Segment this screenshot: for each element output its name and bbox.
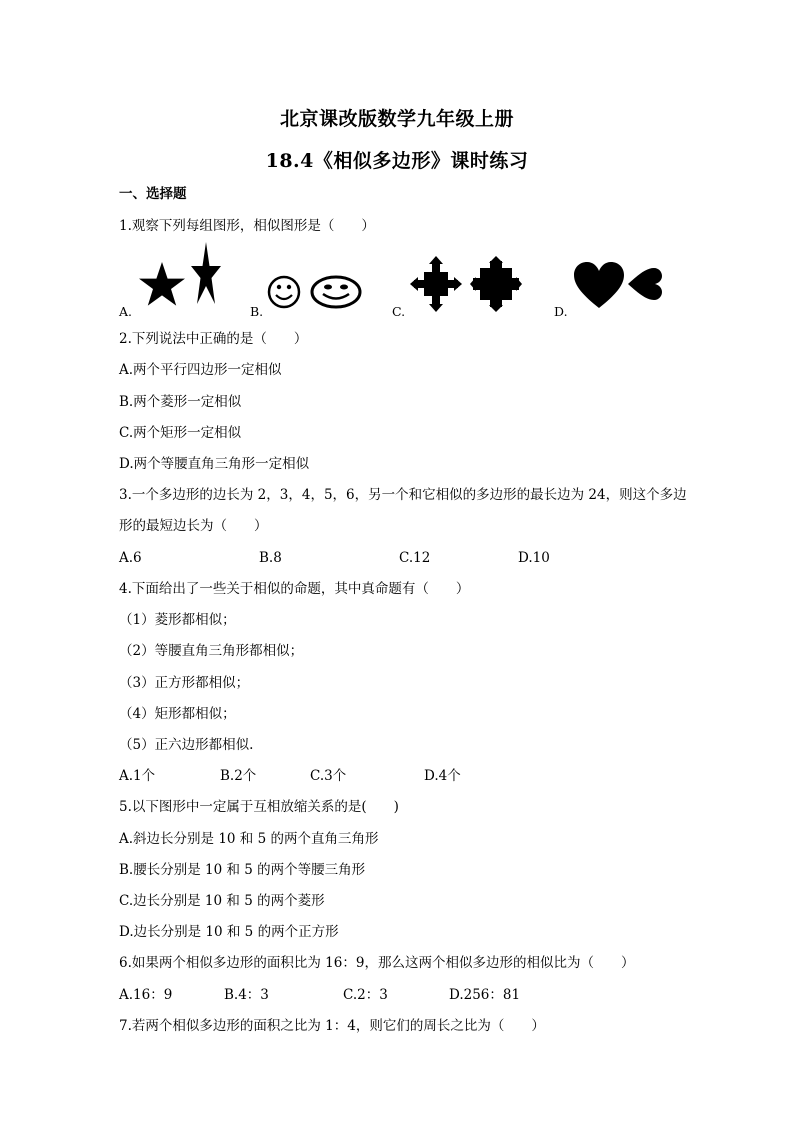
q4-statement-5: （5）正六边形都相似.: [119, 737, 254, 753]
smileys-figure: [266, 272, 366, 312]
q3-option-b: B.8: [259, 550, 282, 566]
q5-option-d: D.边长分别是 10 和 5 的两个正方形: [119, 924, 339, 940]
q1-option-b-label: B.: [250, 304, 264, 319]
q2-option-a: A.两个平行四边形一定相似: [119, 362, 282, 378]
q3-option-d: D.10: [518, 550, 550, 566]
question-3-line-2: 形的最短边长为（ ）: [119, 518, 268, 534]
q5-option-a: A.斜边长分别是 10 和 5 的两个直角三角形: [119, 831, 379, 847]
wide-smiley-icon: [312, 277, 360, 307]
q1-option-c-label: C.: [392, 304, 406, 319]
q4-option-a: A.1个: [119, 768, 156, 784]
section-heading: 一、选择题: [119, 186, 187, 202]
q6-option-c: C.2：3: [343, 987, 388, 1003]
q6-option-b: B.4：3: [224, 987, 269, 1003]
q5-option-b: B.腰长分别是 10 和 5 的两个等腰三角形: [119, 862, 366, 878]
sideways-heart-icon: [628, 268, 662, 300]
hearts-figure: [574, 262, 664, 310]
q2-option-d: D.两个等腰直角三角形一定相似: [119, 456, 310, 472]
document-title: 北京课改版数学九年级上册: [279, 108, 514, 130]
q4-statement-4: （4）矩形都相似；: [119, 706, 236, 722]
question-6: 6.如果两个相似多边形的面积比为 16：9，那么这两个相似多边形的相似比为（ ）: [119, 955, 635, 971]
question-5: 5.以下图形中一定属于互相放缩关系的是( ): [119, 799, 399, 815]
heart-icon: [574, 262, 624, 308]
q1-option-a-label: A.: [119, 304, 133, 319]
q6-option-a: A.16：9: [119, 987, 173, 1003]
q5-option-c: C.边长分别是 10 和 5 的两个菱形: [119, 893, 325, 909]
q3-option-a: A.6: [119, 550, 142, 566]
tall-star-icon: [191, 242, 221, 304]
q4-statement-2: （2）等腰直角三角形都相似；: [119, 643, 304, 659]
question-2: 2.下列说法中正确的是（ ）: [119, 331, 308, 347]
document-subtitle: 18.4《相似多边形》课时练习: [265, 150, 529, 172]
question-7: 7.若两个相似多边形的面积之比为 1：4，则它们的周长之比为（ ）: [119, 1018, 545, 1034]
q3-option-c: C.12: [399, 550, 431, 566]
star-icon: [139, 262, 185, 306]
q2-option-b: B.两个菱形一定相似: [119, 394, 242, 410]
small-smiley-icon: [269, 277, 299, 307]
q1-option-d-label: D.: [554, 304, 568, 319]
q4-option-d: D.4个: [424, 768, 461, 784]
small-arrow-cross-icon: [410, 256, 462, 312]
stars-figure: [135, 242, 225, 310]
q4-option-b: B.2个: [220, 768, 257, 784]
question-1: 1.观察下列每组图形，相似图形是（ ）: [119, 218, 375, 234]
question-3-line-1: 3.一个多边形的边长为 2，3，4，5，6，另一个和它相似的多边形的最长边为 24，则这个多边: [119, 487, 687, 503]
q4-option-c: C.3个: [310, 768, 347, 784]
arrow-crosses-figure: [410, 256, 530, 312]
q4-statement-1: （1）菱形都相似；: [119, 612, 236, 628]
q2-option-c: C.两个矩形一定相似: [119, 425, 242, 441]
q6-option-d: D.256：81: [449, 987, 521, 1003]
q4-statement-3: （3）正方形都相似；: [119, 675, 250, 691]
question-4: 4.下面给出了一些关于相似的命题，其中真命题有（ ）: [119, 581, 470, 597]
large-arrow-cross-icon: [470, 256, 522, 312]
